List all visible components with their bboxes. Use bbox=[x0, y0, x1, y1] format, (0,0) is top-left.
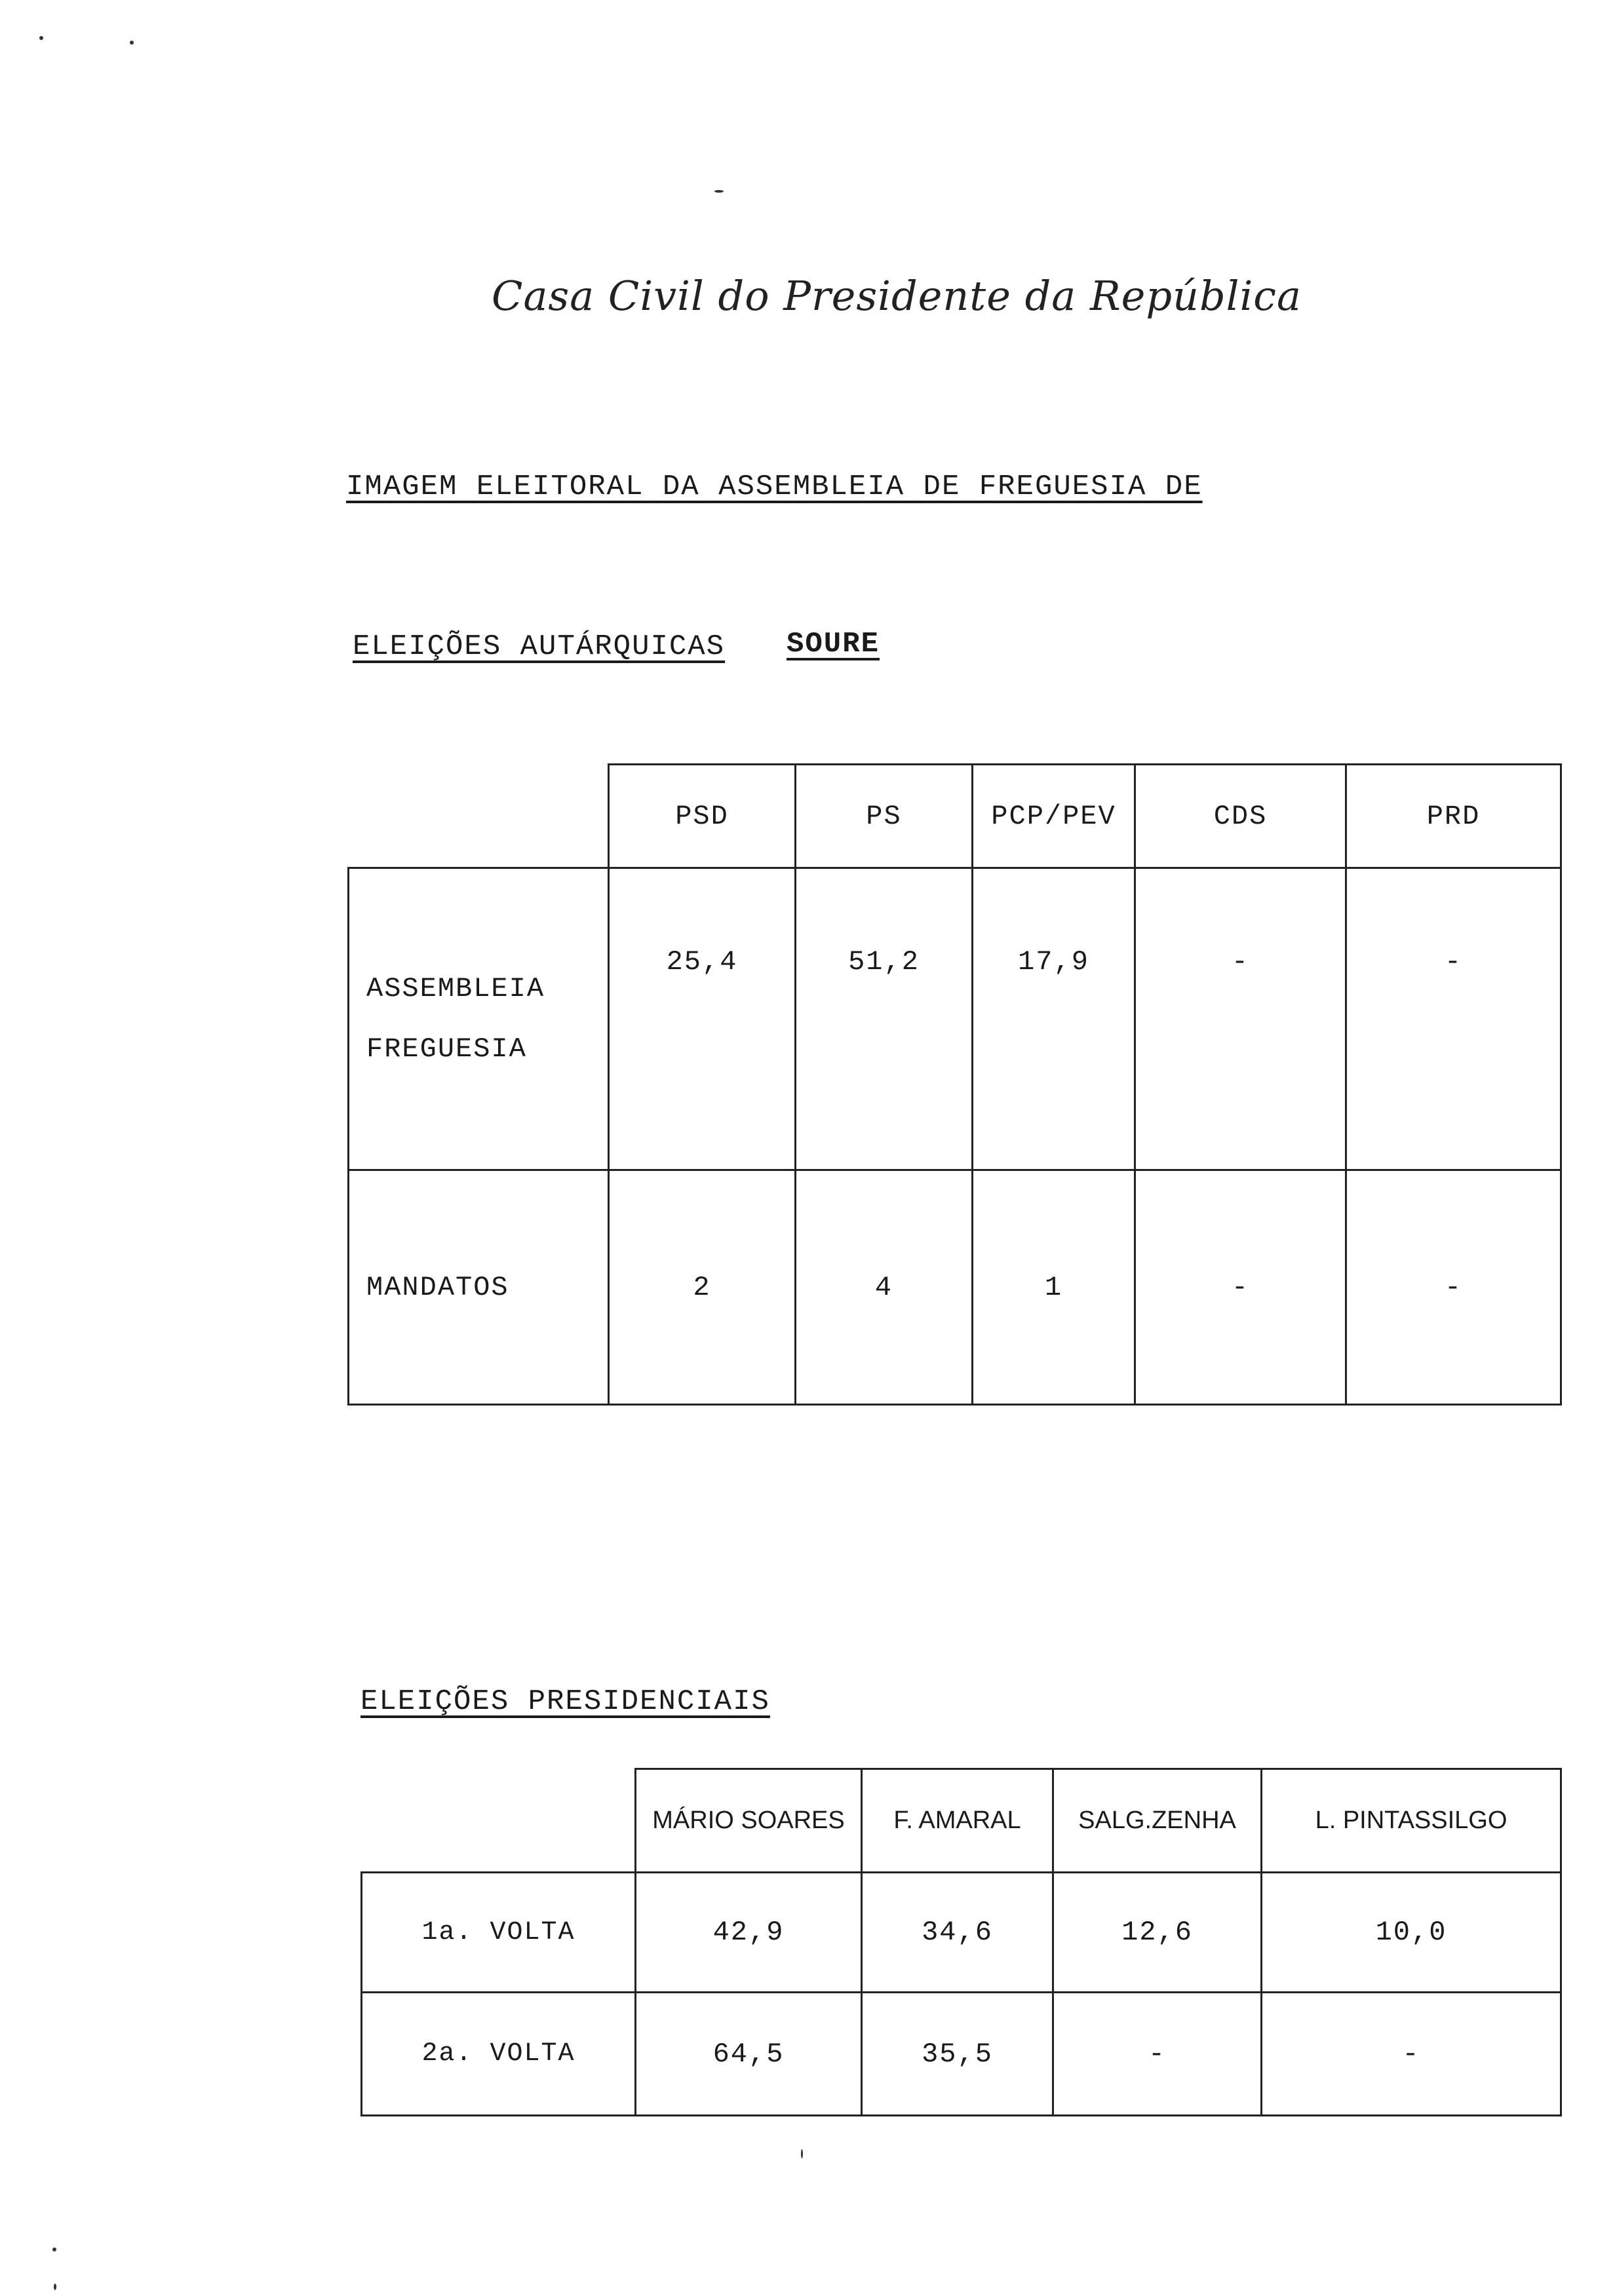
scan-speck bbox=[130, 41, 134, 45]
row-label: 1a. VOLTA bbox=[362, 1873, 636, 1993]
row-label: 2a. VOLTA bbox=[362, 1993, 636, 2116]
empty-corner-cell bbox=[362, 1769, 636, 1873]
table-cell: 51,2 bbox=[796, 868, 973, 1170]
column-header: PS bbox=[796, 765, 973, 868]
letterhead: Casa Civil do Presidente da República bbox=[492, 272, 1302, 320]
table-cell: - bbox=[1346, 868, 1561, 1170]
column-header: PCP/PEV bbox=[973, 765, 1135, 868]
row-label-line: ASSEMBLEIA bbox=[366, 973, 545, 1004]
column-header: CDS bbox=[1135, 765, 1346, 868]
table-cell: 1 bbox=[973, 1170, 1135, 1405]
table-cell: - bbox=[1346, 1170, 1561, 1405]
document-title: IMAGEM ELEITORAL DA ASSEMBLEIA DE FREGUESIA DE bbox=[346, 470, 1203, 503]
column-header: F. AMARAL bbox=[862, 1769, 1053, 1873]
scan-speck bbox=[39, 36, 43, 40]
table-cell: - bbox=[1135, 868, 1346, 1170]
section-heading-autarquicas: ELEIÇÕES AUTÁRQUICAS bbox=[353, 630, 726, 663]
section-heading-presidenciais: ELEIÇÕES PRESIDENCIAIS bbox=[360, 1685, 770, 1718]
table-cell: - bbox=[1053, 1993, 1262, 2116]
table-cell: 12,6 bbox=[1053, 1873, 1262, 1993]
empty-corner-cell bbox=[349, 765, 609, 868]
scan-speck bbox=[52, 2248, 56, 2251]
column-header: PSD bbox=[609, 765, 796, 868]
column-header: L. PINTASSILGO bbox=[1262, 1769, 1561, 1873]
table-cell: 42,9 bbox=[636, 1873, 862, 1993]
scan-speck bbox=[714, 190, 724, 193]
table-cell: 35,5 bbox=[862, 1993, 1053, 2116]
table-row bbox=[362, 1873, 1561, 1993]
table-cell: 64,5 bbox=[636, 1993, 862, 2116]
table-row bbox=[349, 868, 1561, 1170]
table-header-row bbox=[349, 765, 1561, 868]
autarquicas-results-table bbox=[347, 763, 1562, 1406]
table-header-row bbox=[362, 1769, 1561, 1873]
row-label-line: FREGUESIA bbox=[366, 1033, 527, 1065]
location-name: SOURE bbox=[787, 628, 880, 660]
presidenciais-results-table bbox=[360, 1768, 1562, 2116]
table-row bbox=[349, 1170, 1561, 1405]
row-label bbox=[349, 868, 609, 1170]
scan-speck bbox=[801, 2149, 803, 2158]
table-cell: 25,4 bbox=[609, 868, 796, 1170]
table-cell: 10,0 bbox=[1262, 1873, 1561, 1993]
table-cell: 34,6 bbox=[862, 1873, 1053, 1993]
column-header: MÁRIO SOARES bbox=[636, 1769, 862, 1873]
table-cell: - bbox=[1135, 1170, 1346, 1405]
scan-speck bbox=[54, 2284, 56, 2290]
table-row bbox=[362, 1993, 1561, 2116]
table-cell: 4 bbox=[796, 1170, 973, 1405]
column-header: SALG.ZENHA bbox=[1053, 1769, 1262, 1873]
table-cell: 17,9 bbox=[973, 868, 1135, 1170]
table-cell: - bbox=[1262, 1993, 1561, 2116]
row-label: MANDATOS bbox=[349, 1170, 609, 1405]
column-header: PRD bbox=[1346, 765, 1561, 868]
table-cell: 2 bbox=[609, 1170, 796, 1405]
